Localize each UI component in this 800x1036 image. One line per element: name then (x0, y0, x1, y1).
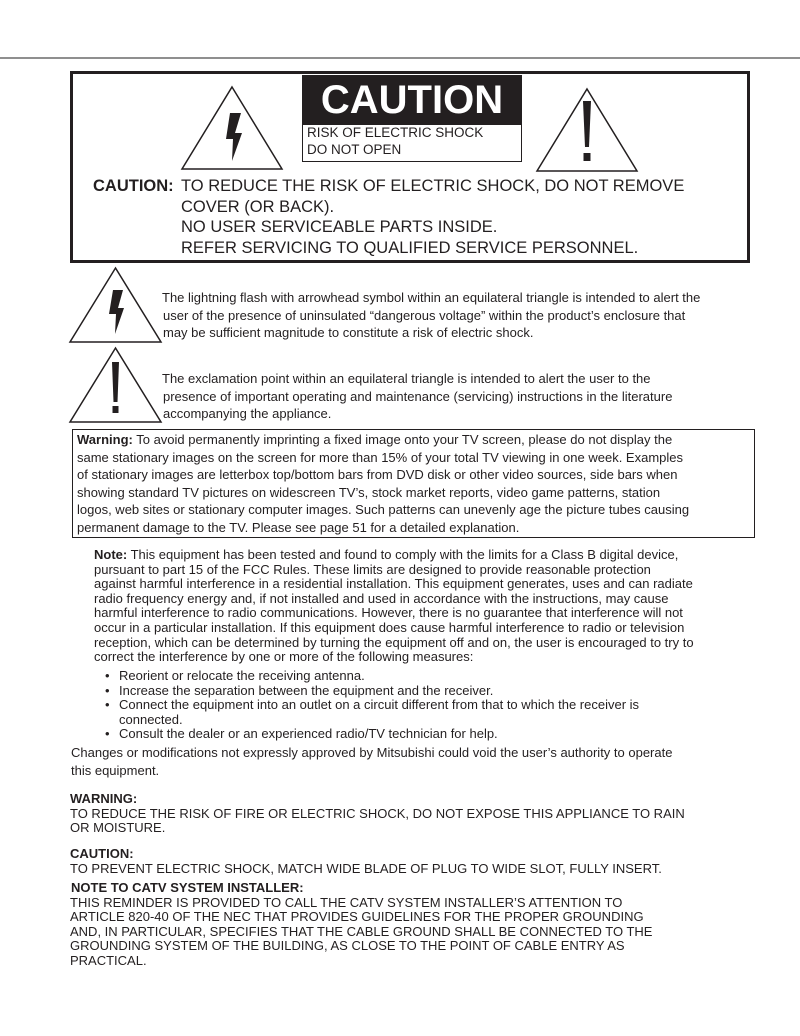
text-line: showing standard TV pictures on widescreen TV’s, stock market reports, video game patterns, station (77, 484, 661, 500)
text-line: ARTICLE 820-40 OF THE NEC THAT PROVIDES GUIDELINES FOR THE PROPER GROUNDING (70, 909, 644, 924)
text-line: reception, which can be determined by turning the equipment off and on, the user is encouraged to try to (94, 634, 694, 650)
list-item-text: Increase the separation between the equipment and the receiver. (119, 682, 494, 698)
caution-caption-label: CAUTION: (93, 177, 174, 195)
catv-label: NOTE TO CATV SYSTEM INSTALLER: (71, 880, 304, 895)
text-line: TO REDUCE THE RISK OF FIRE OR ELECTRIC SHOCK, DO NOT EXPOSE THIS APPLIANCE TO RAIN (70, 805, 685, 821)
exclamation-triangle-icon (535, 87, 639, 173)
text-line: may be sufficient magnitude to constitute a risk of electric shock. (163, 325, 534, 340)
text-line: radio frequency energy and, if not installed and used in accordance with the instructions, may cause (94, 590, 669, 606)
fire-warning-label: WARNING: (70, 791, 138, 806)
text-line: The exclamation point within an equilateral triangle is intended to alert the user to the (162, 371, 651, 386)
fcc-measures-list (105, 669, 639, 742)
text-line: TO PREVENT ELECTRIC SHOCK, MATCH WIDE BLADE OF PLUG TO WIDE SLOT, FULLY INSERT. (70, 860, 662, 876)
list-item-text: Consult the dealer or an experienced radio/TV technician for help. (119, 726, 498, 742)
text-line: PRACTICAL. (70, 952, 147, 968)
changes-notice (71, 744, 672, 779)
text-line: same stationary images on the screen for more than 15% of your total TV viewing in one week. Examples (77, 449, 684, 465)
caption-line: REFER SERVICING TO QUALIFIED SERVICE PERSONNEL. (181, 238, 639, 257)
list-item-text: Reorient or relocate the receiving antenna. (119, 668, 365, 683)
text-line: AND, IN PARTICULAR, SPECIFIES THAT THE CABLE GROUND SHALL BE CONNECTED TO THE (70, 923, 653, 939)
text-line: occur in a particular installation. If this equipment does cause harmful interference to radio or television (94, 619, 685, 635)
warning-text (77, 431, 689, 537)
text-line: Changes or modifications not expressly approved by Mitsubishi could void the user’s authority to operate (71, 745, 673, 760)
lightning-triangle-icon (68, 266, 163, 344)
caption-line: TO REDUCE THE RISK OF ELECTRIC SHOCK, DO NOT REMOVE (181, 177, 685, 195)
fire-warning (70, 792, 685, 836)
text-line: GROUNDING SYSTEM OF THE BUILDING, AS CLOSE TO THE POINT OF CABLE ENTRY AS (70, 938, 625, 953)
text-line: of stationary images are letterbox top/bottom bars from DVD disk or other video sources, side bars when (77, 467, 678, 483)
caution-caption (181, 176, 684, 258)
list-item-text: connected. (119, 711, 183, 727)
text-line: harmful interference to radio communications. However, there is no guarantee that interference will not (94, 605, 683, 621)
list-item: • Consult the dealer or an experienced radio/TV technician for help. (105, 726, 498, 742)
text-line: OR MOISTURE. (70, 820, 166, 835)
text-line: against harmful interference in a residential installation. This equipment generates, uses and can radiate (94, 576, 693, 592)
lightning-description (162, 289, 700, 342)
plug-caution-label: CAUTION: (70, 846, 134, 861)
text-line: this equipment. (71, 762, 160, 778)
note-label: Note: (94, 547, 128, 562)
list-item-text: Connect the equipment into an outlet on a circuit different from that to which the receiver is (119, 697, 640, 713)
warning-label: Warning: (77, 432, 133, 447)
text-line: logos, web sites or stationary computer images. Such patterns can unevenly age the picture tubes causing (77, 502, 690, 518)
list-item: • Increase the separation between the equipment and the receiver. (105, 682, 494, 698)
caution-banner: CAUTION (302, 75, 522, 125)
text-line: This equipment has been tested and found to comply with the limits for a Class B digital device, (127, 547, 679, 562)
text-line: correct the interference by one or more of the following measures: (94, 649, 474, 665)
lightning-triangle-icon (180, 85, 284, 171)
text-line: accompanying the appliance. (163, 406, 332, 421)
caption-line: COVER (OR BACK). (181, 197, 335, 216)
top-rule (0, 57, 800, 59)
text-line: pursuant to part 15 of the FCC Rules. These limits are designed to provide reasonable protection (94, 561, 651, 577)
text-line: To avoid permanently imprinting a fixed image onto your TV screen, please do not display the (132, 432, 673, 447)
risk-label-line: RISK OF ELECTRIC SHOCK (307, 125, 484, 140)
text-line: The lightning flash with arrowhead symbol within an equilateral triangle is intended to alert the (162, 290, 701, 305)
caption-line: NO USER SERVICEABLE PARTS INSIDE. (181, 218, 498, 236)
list-item: • Reorient or relocate the receiving antenna. (105, 668, 365, 683)
fcc-note (94, 548, 694, 665)
text-line: presence of important operating and maintenance (servicing) instructions in the literature (163, 388, 673, 404)
risk-label-line: DO NOT OPEN (307, 142, 402, 157)
exclamation-description (162, 370, 672, 423)
text-line: permanent damage to the TV. Please see page 51 for a detailed explanation. (77, 519, 520, 535)
text-line: THIS REMINDER IS PROVIDED TO CALL THE CATV SYSTEM INSTALLER’S ATTENTION TO (70, 894, 623, 910)
plug-caution (70, 847, 662, 876)
catv-note (70, 881, 652, 968)
risk-label (302, 122, 522, 162)
exclamation-triangle-icon (68, 346, 163, 424)
list-item: • Connect the equipment into an outlet on a circuit different from that to which the receiver is (105, 697, 640, 713)
text-line: user of the presence of uninsulated “dangerous voltage” within the product’s enclosure that (163, 307, 686, 323)
list-item (105, 713, 639, 728)
